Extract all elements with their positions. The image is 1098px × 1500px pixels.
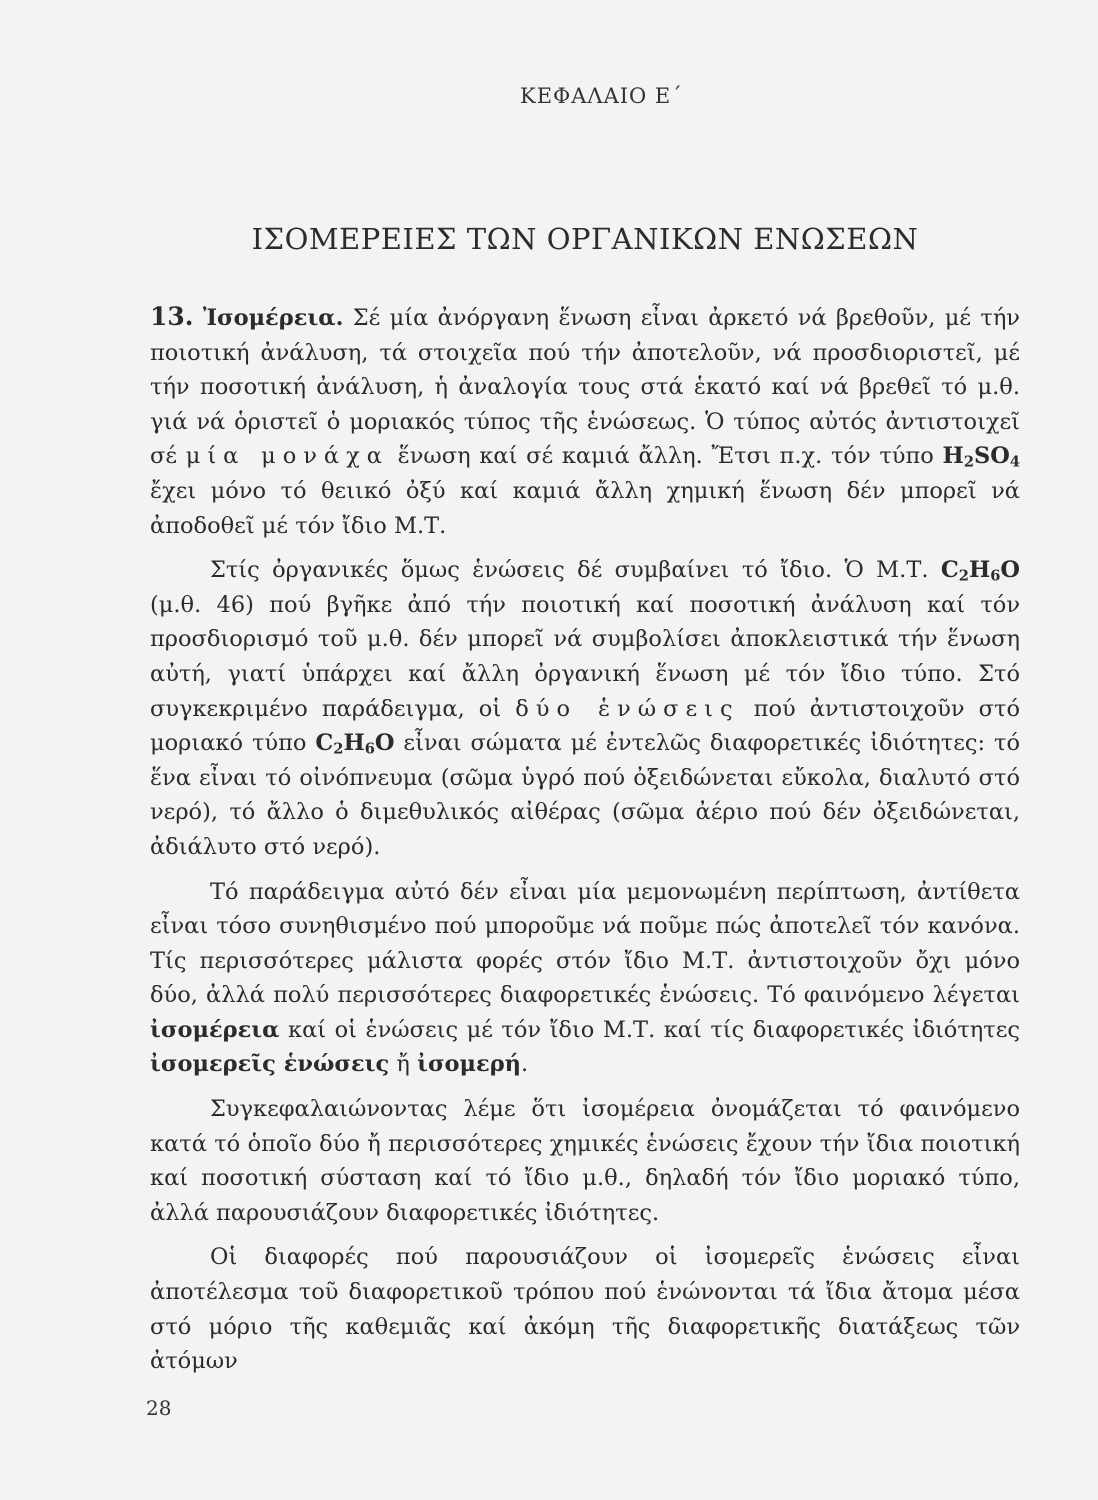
paragraph-2-text-b: (μ.θ. 46) πού βγῆκε ἀπό τήν ποιοτική καί ποσοτική ἀνάλυση καί τόν προσδιορισμό τοῦ μ.θ. δέν μπορεῖ νά συμβολίσει ἀποκλειστικά τήν ἕνωση αὐτή, γιατί ὑπάρχει καί ἄλλη ὀργανική ἕνωση μέ τόν ἴδιο τύπο. Στό συγκεκριμένο παράδειγμα, οἱ xyxy=(150,591,1020,722)
formula-c2h6o: $C_2H_6O$ xyxy=(940,557,1020,585)
term-isomeric-compounds: ἰσομερεῖς ἑνώσεις xyxy=(150,1051,390,1078)
paragraph-1 xyxy=(150,300,1020,543)
paragraph-1-text-a: Σέ μία ἀνόργανη ἕνωση εἶναι ἀρκετό νά βρεθοῦν, μέ τήν ποιοτική ἀνάλυση, τά στοιχεῖα πού τήν ἀποτελοῦν, νά προσδιοριστεῖ, μέ τήν ποσοτική ἀνάλυση, ἡ ἀναλογία τους στά ἑκατό καί νά βρεθεῖ τό μ.θ. γιά νά ὁριστεῖ ὁ μοριακός τύπος τῆς ἑνώσεως. Ὁ τύπος αὐτός ἀντιστοιχεῖ σέ xyxy=(150,305,1020,470)
paragraph-4: Συγκεφαλαιώνοντας λέμε ὅτι ἰσομέρεια ὀνομάζεται τό φαινόμενο κατά τό ὁποῖο δύο ἤ περισσότερες χημικές ἑνώσεις ἔχουν τήν ἴδια ποιοτική καί ποσοτική σύσταση καί τό ἴδιο μ.θ., δηλαδή τόν ἴδιο μοριακό τύπο, ἀλλά παρουσιάζουν διαφορετικές ἰδιότητες. xyxy=(150,1096,1020,1226)
section-term: Ἰσομέρεια. xyxy=(202,305,344,331)
term-isomers: ἰσομερή xyxy=(417,1051,522,1078)
paragraph-3-text-a: Τό παράδειγμα αὐτό δέν εἶναι μία μεμονωμένη περίπτωση, ἀντίθετα εἶναι τόσο συνηθισμένο πού μποροῦμε νά ποῦμε πώς ἀποτελεῖ τόν κανόνα. Τίς περισσότερες μάλιστα φορές στόν ἴδιο Μ.Τ. ἀντιστοιχοῦν ὄχι μόνο δύο, ἀλλά πολύ περισσότερες διαφορετικές ἑνώσεις. Τό φαινόμενο λέγεται xyxy=(150,878,1020,1009)
paragraph-2-text-a: Στίς ὀργανικές ὅμως ἑνώσεις δέ συμβαίνει τό ἴδιο. Ὁ Μ.Τ. xyxy=(210,557,941,584)
paragraph-3-text-c: ἤ xyxy=(389,1051,418,1078)
paragraph-1-text-c: ἔχει μόνο τό θειικό ὀξύ καί καμιά ἄλλη χημική ἕνωση δέν μπορεῖ νά ἀποδοθεῖ μέ τόν ἴδιο Μ.Τ. xyxy=(150,477,1020,539)
formula-h2so4: $H_2SO_4$ xyxy=(942,443,1021,472)
emphasis-spaced: δύο ἑνώσεις xyxy=(515,695,740,722)
paragraph-5: Οἱ διαφορές πού παρουσιάζουν οἱ ἰσομερεῖς ἑνώσεις εἶναι ἀποτέλεσμα τοῦ διαφορετικοῦ τρόπου πού ἑνώνονται τά ἴδια ἄτομα μέσα στό μόριο τῆς καθεμιᾶς καί ἀκόμη τῆς διαφορετικῆς διατάξεως τῶν ἀτόμων xyxy=(150,1244,1020,1375)
paragraph-3-text-b: καί οἱ ἑνώσεις μέ τόν ἴδιο Μ.Τ. καί τίς διαφορετικές ἰδιότητες xyxy=(279,1016,1020,1043)
paragraph-3-text-d: . xyxy=(521,1051,529,1078)
paragraph-2-text-c: πού ἀντιστοιχοῦν στό μοριακό τύπο xyxy=(150,695,1020,757)
paragraph-2 xyxy=(150,553,1020,864)
body-text xyxy=(150,300,1020,1379)
chapter-heading: ΚΕΦΑΛΑΙΟ Ε΄ xyxy=(520,84,683,108)
section-number: 13. xyxy=(150,302,194,331)
section-title: ΙΣΟΜΕΡΕΙΕΣ ΤΩΝ ΟΡΓΑΝΙΚΩΝ ΕΝΩΣΕΩΝ xyxy=(251,222,919,256)
paragraph-1-text-b: ἕνωση καί σέ καμιά ἄλλη. Ἔτσι π.χ. τόν τύπο xyxy=(388,443,943,470)
formula-c2h6o: $C_2H_6O$ xyxy=(315,730,395,758)
paragraph-2-text-d: εἶναι σώματα μέ ἐντελῶς διαφορετικές ἰδιότητες: τό ἕνα εἶναι τό οἰνόπνευμα (σῶμα ὑγρό πού ὀξειδώνεται εὔκολα, διαλυτό στό νερό), τό ἄλλο ὁ διμεθυλικός αἰθέρας (σῶμα ἀέριο πού δέν ὀξειδώνεται, ἀδιάλυτο στό νερό). xyxy=(150,730,1020,860)
paragraph-3 xyxy=(150,875,1020,1083)
emphasis-spaced: μία μονάχα xyxy=(185,443,389,470)
page-number: 28 xyxy=(146,1396,172,1420)
term-isomerism: ἰσομέρεια xyxy=(150,1016,280,1043)
